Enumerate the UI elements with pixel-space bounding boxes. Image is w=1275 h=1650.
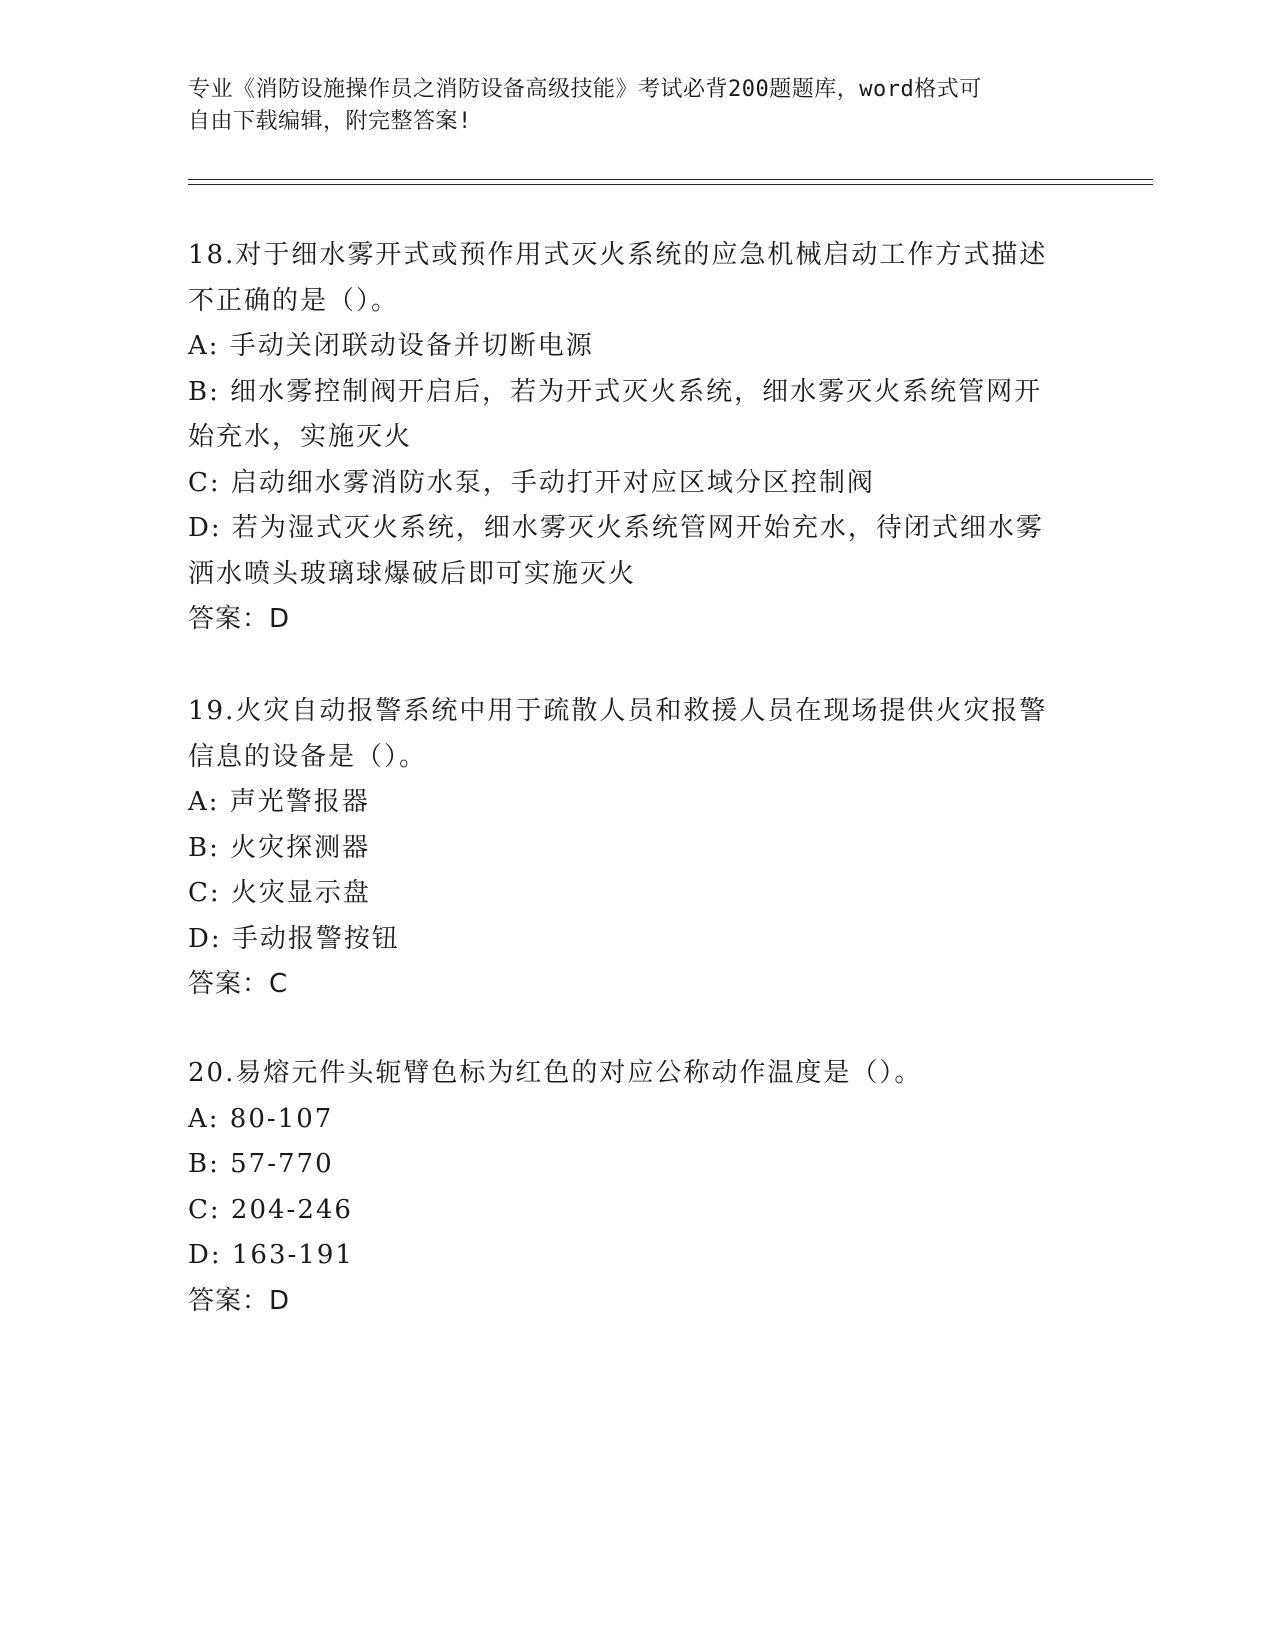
header-divider	[188, 184, 1153, 185]
option-d: D: 若为湿式灭火系统，细水雾灭火系统管网开始充水，待闭式细水雾	[188, 513, 1044, 543]
question-20	[188, 1051, 1078, 1324]
header-divider	[188, 179, 1153, 180]
option-a: A: 声光警报器	[188, 787, 370, 817]
question-stem: 不正确的是（）。	[188, 285, 400, 316]
question-stem: 18.对于细水雾开式或预作用式灭火系统的应急机械启动工作方式描述	[188, 240, 1048, 270]
question-19	[188, 689, 1078, 1008]
document-header	[188, 74, 1068, 138]
option-a: A: 手动关闭联动设备并切断电源	[188, 331, 594, 361]
option-c: C: 火灾显示盘	[188, 878, 371, 908]
option-b: B: 火灾探测器	[188, 832, 371, 863]
question-stem: 19.火灾自动报警系统中用于疏散人员和救援人员在现场提供火灾报警	[188, 696, 1048, 726]
question-18	[188, 233, 1078, 643]
option-c: C: 204-246	[188, 1194, 353, 1225]
option-b: B: 细水雾控制阀开启后，若为开式灭火系统，细水雾灭火系统管网开	[188, 376, 1043, 407]
option-b: B: 57-770	[188, 1149, 334, 1179]
option-a: A: 80-107	[188, 1103, 334, 1134]
answer-label: 答案：D	[188, 1285, 291, 1316]
header-line: 自由下载编辑，附完整答案!	[188, 109, 472, 134]
option-c: C: 启动细水雾消防水泵，手动打开对应区域分区控制阀	[188, 467, 875, 498]
answer-label: 答案：C	[188, 969, 289, 999]
question-stem: 信息的设备是（）。	[188, 741, 428, 772]
question-stem: 20.易熔元件头轭臂色标为红色的对应公称动作温度是（）。	[188, 1058, 923, 1088]
option-d: D: 手动报警按钮	[188, 923, 400, 954]
option-b: 始充水，实施灭火	[188, 422, 413, 452]
option-d: D: 163-191	[188, 1240, 354, 1270]
option-d: 洒水喷头玻璃球爆破后即可实施灭火	[188, 558, 637, 589]
header-line: 专业《消防设施操作员之消防设备高级技能》考试必背200题题库，word格式可	[188, 77, 982, 102]
answer-label: 答案：D	[188, 604, 291, 634]
